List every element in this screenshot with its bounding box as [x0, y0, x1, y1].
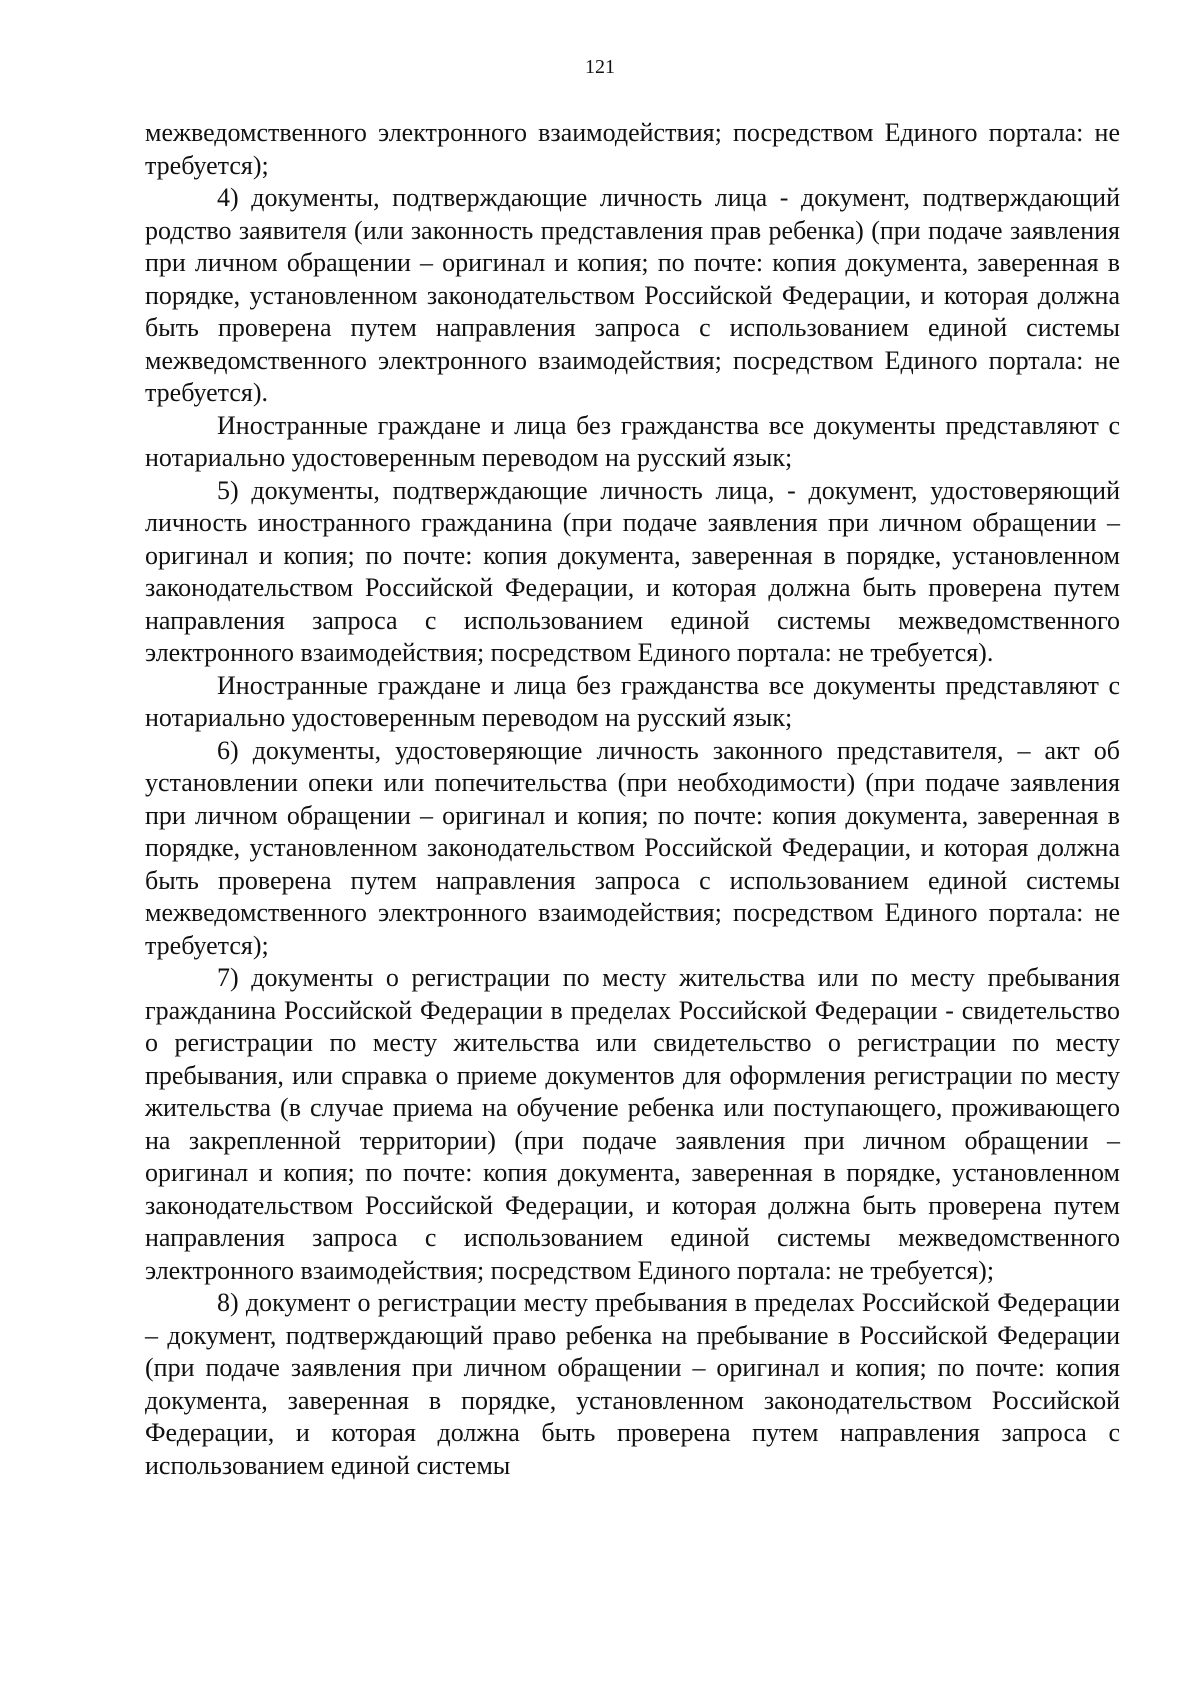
paragraph: 7) документы о регистрации по месту жительства или по месту пребывания гражданина Российской Федерации в пределах Российской Федерации - свидетельство о регистрации по месту жительства или свидетельство о регистрации по месту пребывания, или справка о приеме документов для оформления регистрации по месту жительства (в случае приема на обучение ребенка или поступающего, проживающего на закрепленной территории) (при подаче заявления при личном обращении – оригинал и копия; по почте: копия документа, заверенная в порядке, установленном законодательством Российской Федерации, и которая должна быть проверена путем направления запроса с использованием единой системы межведомственного электронного взаимодействия; посредством Единого портала: не требуется); [145, 963, 1120, 1285]
paragraph: 4) документы, подтверждающие личность лица - документ, подтверждающий родство заявителя (или законность представления прав ребенка) (при подаче заявления при личном обращении – оригинал и копия; по почте: копия документа, заверенная в порядке, установленном законодательством Российской Федерации, и которая должна быть проверена путем направления запроса с использованием единой системы межведомственного электронного взаимодействия; посредством Единого портала: не требуется). [145, 183, 1120, 407]
body-text [145, 117, 1120, 1482]
paragraph: Иностранные граждане и лица без гражданства все документы представляют с нотариально удостоверенным переводом на русский язык; [145, 670, 1120, 732]
paragraph: 6) документы, удостоверяющие личность законного представителя, – акт об установлении опеки или попечительства (при необходимости) (при подаче заявления при личном обращении – оригинал и копия; по почте: копия документа, заверенная в порядке, установленном законодательством Российской Федерации, и которая должна быть проверена путем направления запроса с использованием единой системы межведомственного электронного взаимодействия; посредством Единого портала: не требуется); [145, 735, 1120, 960]
paragraph: 8) документ о регистрации месту пребывания в пределах Российской Федерации – документ, подтверждающий право ребенка на пребывание в Российской Федерации (при подаче заявления при личном обращении – оригинал и копия; по почте: копия документа, заверенная в порядке, установленном законодательством Российской Федерации, и которая должна быть проверена путем направления запроса с использованием единой системы [145, 1288, 1120, 1480]
paragraph: Иностранные граждане и лица без гражданства все документы представляют с нотариально удостоверенным переводом на русский язык; [145, 410, 1120, 472]
page-number: 121 [585, 56, 615, 78]
paragraph: межведомственного электронного взаимодействия; посредством Единого портала: не требуется); [145, 118, 1120, 180]
paragraph: 5) документы, подтверждающие личность лица, - документ, удостоверяющий личность иностранного гражданина (при подаче заявления при личном обращении – оригинал и копия; по почте: копия документа, заверенная в порядке, установленном законодательством Российской Федерации, и которая должна быть проверена путем направления запроса с использованием единой системы межведомственного электронного взаимодействия; посредством Единого портала: не требуется). [145, 475, 1120, 667]
